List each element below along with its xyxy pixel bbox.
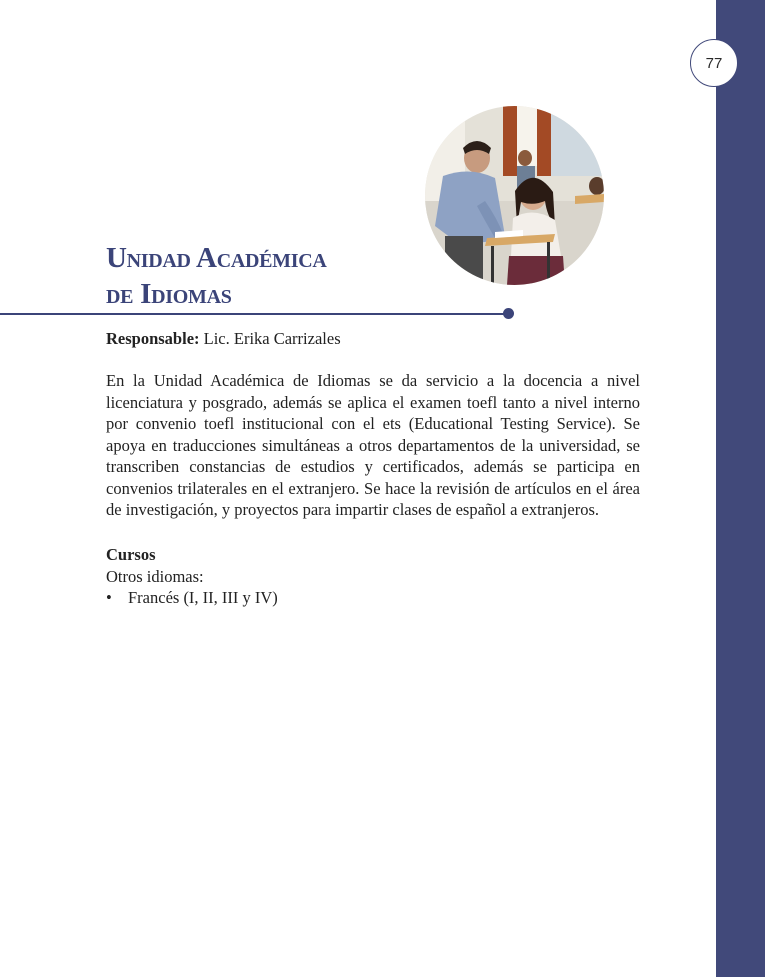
side-band [716,0,765,977]
title-divider [0,313,505,315]
bullet-icon: • [106,588,112,607]
responsable-line [106,328,640,350]
courses-heading: Cursos [106,545,156,564]
title-line-1: Unidad Académica [106,242,327,274]
responsable-label: Responsable: [106,329,200,348]
responsable-value: Lic. Erika Carrizales [203,329,341,348]
students-exam-photo [425,106,604,285]
course-list [106,587,640,609]
list-item [106,587,640,609]
description-paragraph: En la Unidad Académica de Idiomas se da servicio a la docencia a nivel licenciatura y posgrado, además se aplica el examen toefl tanto a nivel interno por convenio toefl institucional con el ets (Educational Testing Service). Se apoya en traducciones simultáneas a otros departamentos de la universidad, se transcriben constancias de estudios y certificados, además se participa en convenios trilaterales en el extranjero. Se hace la revisión de artículos en el área de investigación, y proyectos para impartir clases de español a extranjeros. [106,371,640,519]
divider-dot [503,308,514,319]
page-number: 77 [690,39,738,87]
page-title [106,240,426,312]
courses-section [106,544,640,609]
courses-subheading: Otros idiomas: [106,566,204,586]
course-item-label: Francés (I, II, III y IV) [128,588,278,607]
title-line-2: de Idiomas [106,278,232,310]
